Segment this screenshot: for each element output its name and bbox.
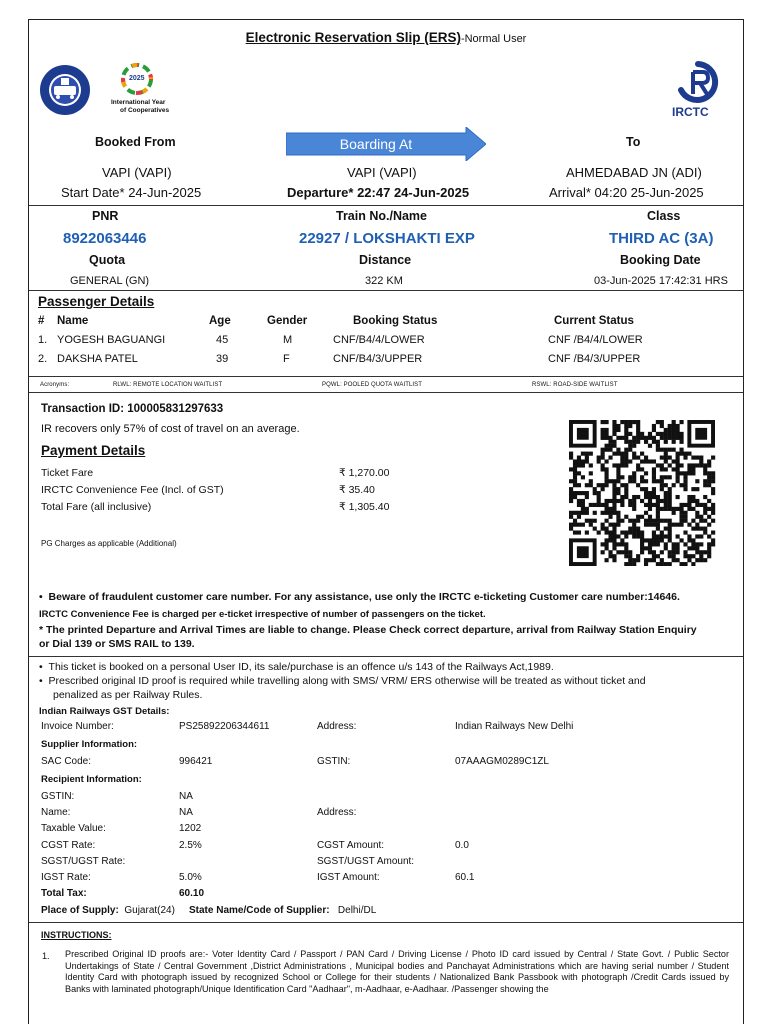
qr-code[interactable] [566, 420, 718, 566]
recipient-name-label: Name: [41, 807, 71, 818]
ir-recovers-note: IR recovers only 57% of cost of travel on an average. [41, 423, 300, 435]
col-header-current-status: Current Status [554, 315, 634, 327]
personal-id-note: • This ticket is booked on a personal User ID, its sale/purchase is an offence u/s 143 of the Railways Act,1989. [39, 661, 554, 673]
irctc-logo: IRCTC [669, 60, 731, 122]
taxable-value-label: Taxable Value: [41, 823, 106, 834]
pnr-label: PNR [92, 209, 119, 223]
address-label: Address: [317, 721, 357, 732]
ticket-fare-value: ₹ 1,270.00 [339, 467, 390, 479]
invoice-label: Invoice Number: [41, 721, 114, 732]
boarding-station: VAPI (VAPI) [347, 165, 417, 180]
printed-times-note-line1: * The printed Departure and Arrival Times are liable to change. Please Check correct departure, arrival from Railway Station Enquiry [39, 624, 697, 636]
divider [29, 656, 743, 657]
col-header-age: Age [209, 315, 231, 327]
passenger-details-title: Passenger Details [38, 294, 155, 309]
instruction-number: 1. [42, 951, 50, 961]
place-of-supply: Place of Supply: Gujarat(24) [41, 905, 175, 916]
divider [29, 922, 743, 923]
acronym-pqwl: PQWL: POOLED QUOTA WAITLIST [322, 382, 423, 388]
class-label: Class [647, 209, 681, 223]
payment-details-title: Payment Details [41, 443, 146, 458]
igst-amount-value: 60.1 [455, 872, 475, 883]
recipient-name-value: NA [179, 807, 193, 818]
col-header-name: Name [57, 315, 89, 327]
id-proof-note: • Prescribed original ID proof is required while travelling along with SMS/ VRM/ ERS otherwise will be treated as without ticket and [39, 675, 646, 687]
gst-title: Indian Railways GST Details: [39, 706, 170, 717]
document-title: Electronic Reservation Slip (ERS)-Normal User [245, 30, 527, 45]
bullet-icon: • [39, 675, 43, 687]
address-value: Indian Railways New Delhi [455, 721, 574, 732]
total-fare-value: ₹ 1,305.40 [339, 501, 390, 513]
igst-rate-value: 5.0% [179, 872, 202, 883]
total-fare-label: Total Fare (all inclusive) [41, 501, 152, 513]
sac-label: SAC Code: [41, 756, 92, 767]
printed-times-note-line2: or Dial 139 or SMS RAIL to 139. [39, 638, 195, 650]
taxable-value: 1202 [179, 823, 202, 834]
to-station: AHMEDABAD JN (ADI) [566, 165, 702, 180]
travel-class: THIRD AC (3A) [609, 230, 714, 247]
qr-code-graphic [566, 420, 718, 566]
cgst-rate-label: CGST Rate: [41, 840, 96, 851]
invoice-number: PS25892206344611 [179, 721, 270, 732]
sgst-amount-label: SGST/UGST Amount: [317, 856, 415, 867]
booking-date-label: Booking Date [620, 253, 701, 267]
gstin-label: GSTIN: [317, 756, 351, 767]
total-tax-label: Total Tax: [41, 888, 87, 899]
train-name: 22927 / LOKSHAKTI EXP [299, 230, 475, 247]
igst-amount-label: IGST Amount: [317, 872, 380, 883]
igst-rate-label: IGST Rate: [41, 872, 91, 883]
to-label: To [626, 135, 641, 149]
id-proof-note-line2: penalized as per Railway Rules. [53, 689, 203, 701]
col-header-gender: Gender [267, 315, 308, 327]
bullet-icon: • [39, 661, 43, 673]
recipient-gstin-label: GSTIN: [41, 791, 75, 802]
fraud-warning: • Beware of fraudulent customer care number. For any assistance, use only the IRCTC e-ticketing Customer care number:14646. [39, 591, 680, 603]
recipient-gstin-value: NA [179, 791, 193, 802]
acronym-rswl: RSWL: ROAD-SIDE WAITLIST [532, 382, 618, 388]
divider [29, 376, 743, 377]
gstin-value: 07AAAGM0289C1ZL [455, 756, 549, 767]
col-header-no: # [38, 315, 45, 327]
boarding-at-label: Boarding At [339, 136, 413, 152]
cooperatives-logo: 2025 International Year of Cooperatives [111, 62, 171, 118]
bullet-icon: • [39, 591, 43, 603]
cgst-amount-label: CGST Amount: [317, 840, 385, 851]
divider [29, 205, 743, 206]
total-tax-value: 60.10 [179, 888, 205, 899]
supplier-info-label: Supplier Information: [41, 739, 138, 750]
acronyms-label: Acronyms: [40, 382, 70, 388]
recipient-address-label: Address: [317, 807, 357, 818]
convenience-fee-label: IRCTC Convenience Fee (Incl. of GST) [41, 484, 224, 496]
cgst-rate-value: 2.5% [179, 840, 202, 851]
pnr-number: 8922063446 [63, 230, 147, 247]
distance-label: Distance [359, 253, 412, 267]
transaction-id: Transaction ID: 100005831297633 [41, 403, 224, 415]
booked-from-label: Booked From [95, 135, 176, 149]
start-date: Start Date* 24-Jun-2025 [61, 185, 202, 200]
departure-time: Departure* 22:47 24-Jun-2025 [287, 185, 470, 200]
arrival-time: Arrival* 04:20 25-Jun-2025 [549, 185, 704, 200]
ticket-fare-label: Ticket Fare [41, 467, 94, 479]
pg-charges-note: PG Charges as applicable (Additional) [41, 539, 177, 548]
acronym-rlwl: RLWL: REMOTE LOCATION WAITLIST [113, 382, 223, 388]
divider [29, 290, 743, 291]
distance-value: 322 KM [365, 275, 403, 287]
convenience-fee-note: IRCTC Convenience Fee is charged per e-ticket irrespective of number of passengers on the ticket. [39, 609, 486, 620]
recipient-info-label: Recipient Information: [41, 774, 142, 785]
quota-value: GENERAL (GN) [70, 275, 150, 287]
state-of-supplier: State Name/Code of Supplier: Delhi/DL [189, 905, 377, 916]
instruction-text: Prescribed Original ID proofs are:- Voter Identity Card / Passport / PAN Card / Driving License / Photo ID card issued by Central / State Govt. / Public Sector Undertakings of State / Central Government ,District Administrations , Municipal bodies and Panchayat Administrations which are having serial number / Student Identity Card with photograph issued by recognized School or College for their students / Nationalized Bank Passbook with photograph /Credit Cards issued by Banks with laminated photograph/Unique Identification Card "Aadhaar", m-Aadhaar, e-Aadhaar. /Passenger showing the [65, 949, 729, 994]
indian-railways-logo [39, 64, 91, 116]
boarding-at-arrow [286, 127, 486, 161]
convenience-fee-value: ₹ 35.40 [339, 484, 375, 496]
sac-value: 996421 [179, 756, 213, 767]
ers-document: Electronic Reservation Slip (ERS)-Normal User 2025 International Year of Cooperatives IRCTC Booked From Boarding At To VAPI (VAPI) VAPI (VAPI) AHMEDABAD JN (ADI) Start Date* 24-Jun-2025 Departure* 22:47 24-Jun-2025 Arrival* 04:20 25-Jun-2025 PNR Train No./Name Class 8922063446 22927 / LOKSHAKTI EXP THIRD AC (3A) Quota Distance Booking Date GENERAL (GN) 322 KM 03-Jun-2025 17:42:31 HRS Passenger Details # Name Age Gender Booking Status Current Status 1. YOGESH BAGUANGI 45 M CNF/B4/4/LOWER CNF /B4/4/LOWER 2. DAKSHA PATEL 39 F CNF/B4/3/UPPER CNF /B4/3/UPPER Acronyms: RLWL: REMOTE LOCATION WAITLIST PQWL: POOLED QUOTA WAITLIST RSWL: ROAD-SIDE WAITLIST Transaction ID: 100005831297633 IR recovers only 57% of cost of travel on an average. Payment Details Ticket Fare ₹ 1,270.00 IRCTC Convenience Fee (Incl. of GST) ₹ 35.40 Total Fare (all inclusive) ₹ 1,305.40 PG Charges as applicable (Additional) • Beware of fraudulent customer care number. For any assistance, use only the IRCTC e-ticketing Customer care number:14646. IRCTC Convenience Fee is charged per e-ticket irrespective of number of passengers on the ticket. * The printed Departure and Arrival Times are liable to change. Please Check correct departure, arrival from Railway Station Enquiry or Dial 139 or SMS RAIL to 139. • This ticket is booked on a personal User ID, its sale/purchase is an offence u/s 143 of the Railways Act,1989. • Prescribed original ID proof is required while travelling along with SMS/ VRM/ ERS otherwise will be treated as without ticket and penalized as per Railway Rules. Indian Railways GST Details: Invoice Number: PS25892206344611 Address: Indian Railways New Delhi Supplier Information: SAC Code: 996421 GSTIN: 07AAAGM0289C1ZL Recipient Information: GSTIN: NA Name: NA Address: Taxable Value: 1202 CGST Rate: 2.5% CGST Amount: 0.0 SGST/UGST Rate: SGST/UGST Amount: IGST Rate: 5.0% IGST Amount: 60.1 Total Tax: 60.10 Place of Supply: Gujarat(24) State Name/Code of Supplier: Delhi/DL INSTRUCTIONS: 1. Prescribed Original ID proofs are:- Voter Identity Card / Passport / PAN Card / Driving License / Photo ID card issued by Central / State Govt. / Public Sector Undertakings of State / Central Government ,District Administrations , Municipal bodies and Panchayat Administrations which are having serial number / Student Identity Card with photograph issued by recognized School or College for their students / Nationalized Bank Passbook with photograph /Credit Cards issued by Banks with laminated photograph/Unique Identification Card "Aadhaar", m-Aadhaar, e-Aadhaar. /Passenger showing the [28, 19, 744, 1024]
booking-date-value: 03-Jun-2025 17:42:31 HRS [594, 275, 728, 287]
col-header-booking-status: Booking Status [353, 315, 438, 327]
cgst-amount-value: 0.0 [455, 840, 469, 851]
from-station: VAPI (VAPI) [102, 165, 172, 180]
instructions-title: INSTRUCTIONS: [41, 930, 112, 940]
quota-label: Quota [89, 253, 126, 267]
train-label: Train No./Name [336, 209, 427, 223]
divider [29, 392, 743, 393]
sgst-rate-label: SGST/UGST Rate: [41, 856, 126, 867]
